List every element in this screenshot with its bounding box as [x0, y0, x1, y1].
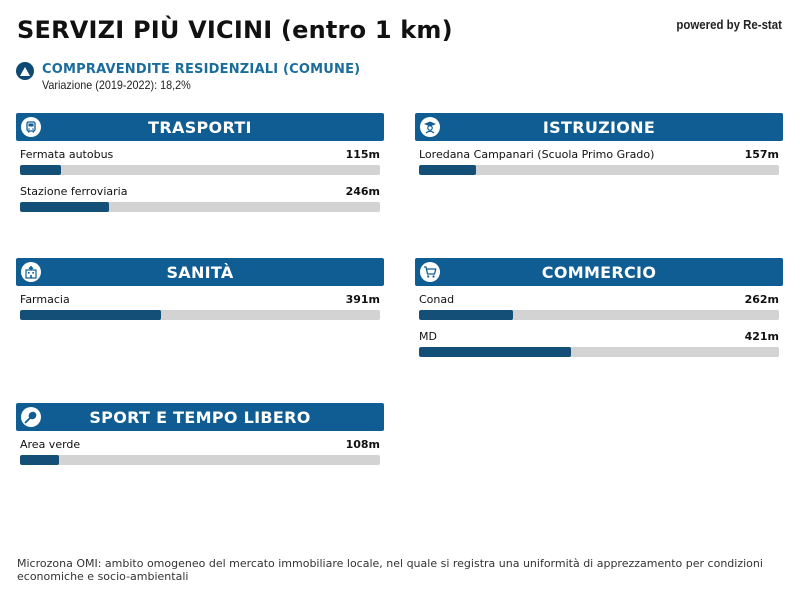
tennis-icon [21, 407, 41, 427]
footer-note: Microzona OMI: ambito omogeneo del mercato immobiliare locale, nel quale si registra una uniformità di apprezzamento per condizioni economiche e socio-ambientali [17, 557, 763, 583]
section-header [415, 258, 783, 286]
item-label: MD [419, 330, 437, 343]
item-label: Area verde [20, 438, 81, 451]
section-header [16, 403, 384, 431]
distance-bar [419, 347, 779, 357]
hospital-icon [21, 262, 41, 282]
list-item [419, 286, 779, 323]
section-trasporti [16, 113, 384, 215]
distance-bar-fill [419, 347, 571, 357]
triangle-up-icon [16, 62, 34, 80]
bus-icon [21, 117, 41, 137]
powered-by-logo: powered by Re-stat [676, 17, 782, 32]
distance-bar [20, 165, 380, 175]
list-item [20, 141, 380, 178]
list-item [419, 141, 779, 178]
section-commercio [415, 258, 783, 360]
section-istruzione [415, 113, 783, 178]
list-item [20, 431, 380, 468]
item-label: Fermata autobus [20, 148, 114, 161]
distance-bar [20, 202, 380, 212]
distance-bar-fill [419, 310, 513, 320]
distance-bar-fill [20, 165, 61, 175]
item-label: Farmacia [20, 293, 70, 306]
market-variation: Variazione (2019-2022): 18,2% [42, 78, 191, 92]
section-sport [16, 403, 384, 468]
page-title: SERVIZI PIÙ VICINI (entro 1 km) [17, 16, 453, 44]
item-distance: 157m [744, 148, 779, 161]
list-item [419, 323, 779, 360]
section-title: SANITÀ [166, 262, 234, 282]
distance-bar [20, 455, 380, 465]
student-icon [420, 117, 440, 137]
item-label: Loredana Campanari (Scuola Primo Grado) [419, 148, 655, 161]
item-distance: 391m [345, 293, 380, 306]
item-distance: 246m [345, 185, 380, 198]
section-title: TRASPORTI [148, 117, 252, 137]
distance-bar-fill [20, 455, 59, 465]
section-title: ISTRUZIONE [542, 117, 656, 137]
distance-bar [20, 310, 380, 320]
list-item [20, 286, 380, 323]
section-header [16, 258, 384, 286]
market-title: COMPRAVENDITE RESIDENZIALI (COMUNE) [42, 62, 361, 77]
item-distance: 115m [345, 148, 380, 161]
item-label: Stazione ferroviaria [20, 185, 128, 198]
section-title: COMMERCIO [541, 262, 657, 282]
section-title: SPORT E TEMPO LIBERO [89, 407, 311, 427]
distance-bar-fill [419, 165, 476, 175]
distance-bar [419, 165, 779, 175]
section-sanita [16, 258, 384, 323]
distance-bar [419, 310, 779, 320]
list-item [20, 178, 380, 215]
item-distance: 108m [345, 438, 380, 451]
shopping-cart-icon [420, 262, 440, 282]
item-label: Conad [419, 293, 455, 306]
item-distance: 421m [744, 330, 779, 343]
item-distance: 262m [744, 293, 779, 306]
distance-bar-fill [20, 202, 109, 212]
section-header [16, 113, 384, 141]
section-header [415, 113, 783, 141]
distance-bar-fill [20, 310, 161, 320]
